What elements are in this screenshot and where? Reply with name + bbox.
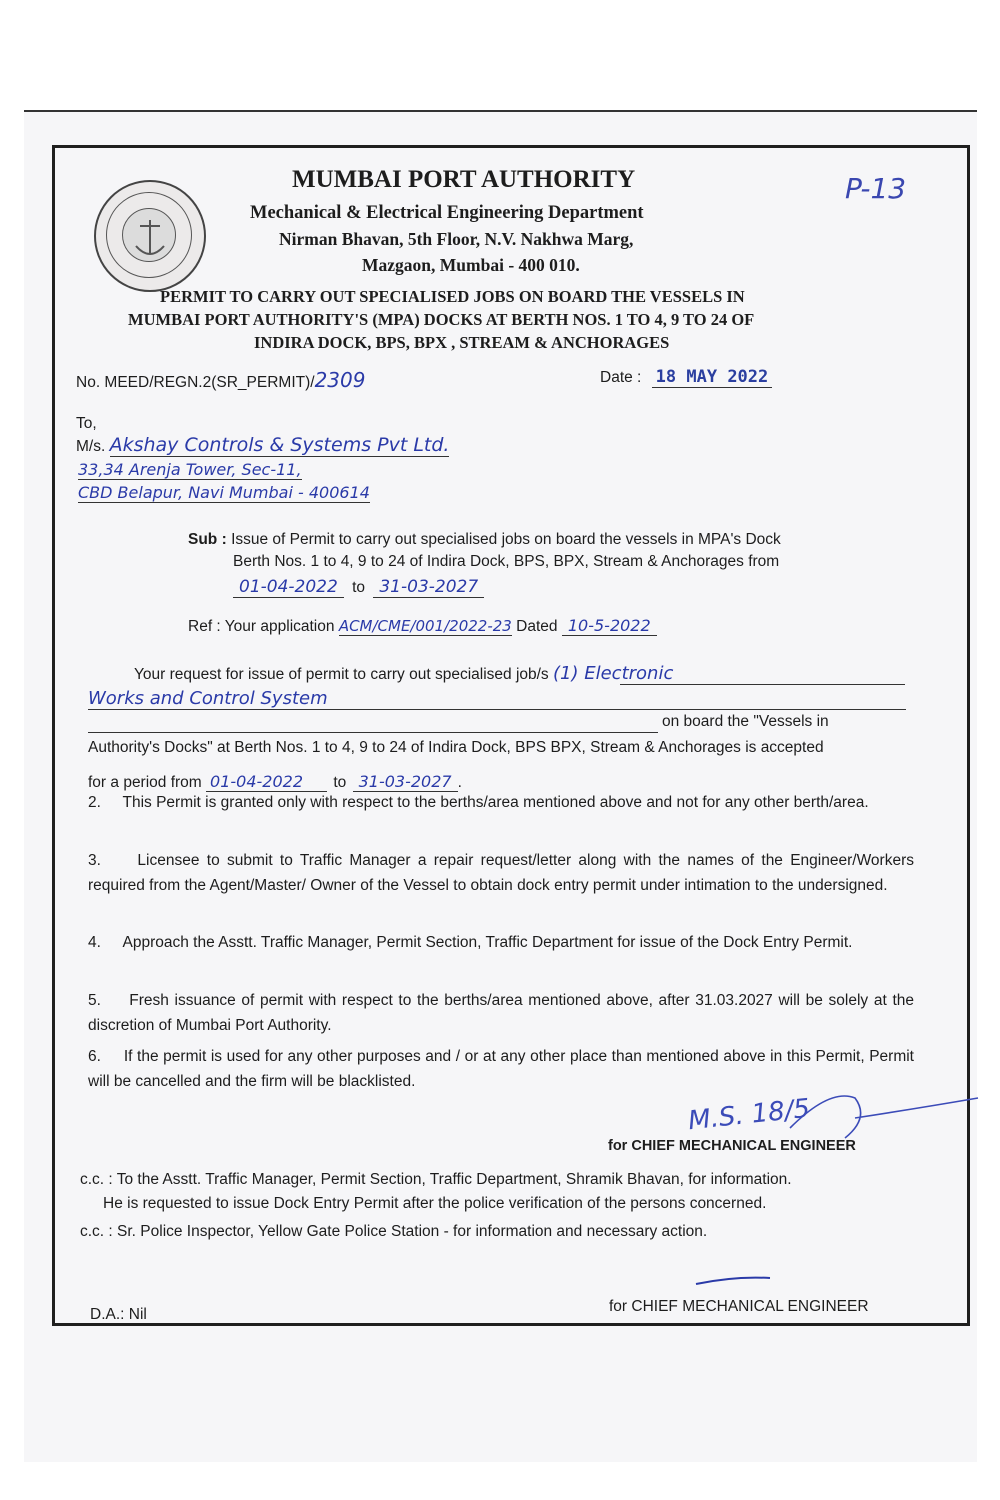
permit-title-line2: MUMBAI PORT AUTHORITY'S (MPA) DOCKS AT BERTH NOS. 1 TO 4, 9 TO 24 OF [128, 310, 755, 329]
job-description-line1: (1) Electronic [553, 663, 674, 684]
addressee-address-line3: CBD Belapur, Navi Mumbai - 400614 [78, 483, 370, 502]
page-mark: P-13 [845, 172, 907, 205]
to-label: To, [76, 415, 97, 432]
subject-label: Sub : [188, 531, 227, 548]
subject-line1: Sub : Issue of Permit to carry out specialised jobs on board the vessels in MPA's Dock [188, 531, 781, 548]
on-board-text: on board the "Vessels in [662, 713, 829, 730]
clause-5: 5. Fresh issuance of permit with respect to the berths/area mentioned above, after 31.03.2027 will be solely at the discretion of Mumbai Port Authority. [88, 992, 914, 1034]
footer-signature-mark [694, 1274, 774, 1288]
addressee-name-row [76, 436, 449, 456]
anchor-icon [96, 182, 204, 290]
request-continuation: Authority's Docks" at Berth Nos. 1 to 4, 9 to 24 of Indira Dock, BPS BPX, Stream & Anchorages is accepted [88, 739, 824, 756]
job-line3-rule [88, 732, 658, 733]
cc-line3: c.c. : Sr. Police Inspector, Yellow Gate Police Station - for information and necessary action. [80, 1223, 708, 1240]
reference-number-value: 2309 [314, 368, 366, 392]
addressee-address-line2: 33,34 Arenja Tower, Sec-11, [78, 460, 302, 479]
clause-4: 4. Approach the Asstt. Traffic Manager, Permit Section, Traffic Department for issue of the Dock Entry Permit. [88, 934, 853, 951]
clause-3: 3. Licensee to submit to Traffic Manager a repair request/letter along with the names of the Engineer/Workers required from the Agent/Master/ Owner of the Vessel to obtain dock entry permit under intimation to the undersigned. [88, 852, 914, 894]
date-label: Date : [600, 369, 642, 386]
clause-6: 6. If the permit is used for any other purposes and / or at any other place than mentioned above in this Permit, Permit will be cancelled and the firm will be blacklisted. [88, 1048, 914, 1090]
permit-title-line3: INDIRA DOCK, BPS, BPX , STREAM & ANCHORAGES [254, 333, 670, 352]
subject-line2: Berth Nos. 1 to 4, 9 to 24 of Indira Dock, BPS, BPX, Stream & Anchorages from [233, 553, 780, 570]
reference-number-label: No. MEED/REGN.2(SR_PERMIT)/ [76, 374, 315, 391]
subject-to-date: 31-03-2027 [373, 577, 484, 598]
port-authority-seal [94, 180, 206, 292]
request-intro: Your request for issue of permit to carry out specialised job/s (1) Electronic [134, 663, 674, 684]
subject-from-date: 01-04-2022 [233, 577, 344, 598]
signature-initials: M.S. 18/5 [686, 1093, 812, 1137]
date-block [600, 368, 772, 387]
address-line1: Nirman Bhavan, 5th Floor, N.V. Nakhwa Marg, [279, 229, 634, 249]
request-period: for a period from 01-04-2022 to 31-03-2027 . [88, 772, 462, 791]
period-from-date: 01-04-2022 [206, 772, 327, 792]
department-name: Mechanical & Electrical Engineering Department [250, 203, 644, 223]
subject-period: 01-04-2022 to 31-03-2027 [233, 578, 484, 597]
signatory-label: for CHIEF MECHANICAL ENGINEER [608, 1138, 856, 1154]
footer-signatory-label: for CHIEF MECHANICAL ENGINEER [609, 1298, 869, 1315]
da-label: D.A.: Nil [90, 1306, 147, 1323]
clause-2: 2. This Permit is granted only with respect to the berths/area mentioned above and not for any other berth/area. [88, 794, 869, 811]
reference-line: Ref : Your application ACM/CME/001/2022-23 Dated 10-5-2022 [188, 616, 657, 636]
period-to-date: 31-03-2027 [353, 772, 458, 792]
ms-label: M/s. [76, 438, 106, 455]
reference-number [76, 368, 366, 392]
job-line2-rule [88, 709, 906, 710]
addressee-name: Akshay Controls & Systems Pvt Ltd. [109, 434, 450, 456]
reference-label: Ref : Your application [188, 618, 335, 635]
address-line2: Mazgaon, Mumbai - 400 010. [362, 255, 580, 275]
date-stamp: 18 MAY 2022 [652, 367, 773, 388]
cc-line1: c.c. : To the Asstt. Traffic Manager, Permit Section, Traffic Department, Shramik Bhavan, for information. [80, 1171, 792, 1188]
cc-line2: He is requested to issue Dock Entry Permit after the police verification of the persons concerned. [103, 1195, 767, 1212]
application-date: 10-5-2022 [562, 616, 657, 636]
application-number: ACM/CME/001/2022-23 [338, 617, 512, 635]
org-title: MUMBAI PORT AUTHORITY [292, 166, 636, 193]
job-line1-rule [620, 684, 905, 685]
job-description-line2: Works and Control System [88, 688, 328, 709]
permit-title-line1: PERMIT TO CARRY OUT SPECIALISED JOBS ON BOARD THE VESSELS IN [160, 287, 745, 306]
